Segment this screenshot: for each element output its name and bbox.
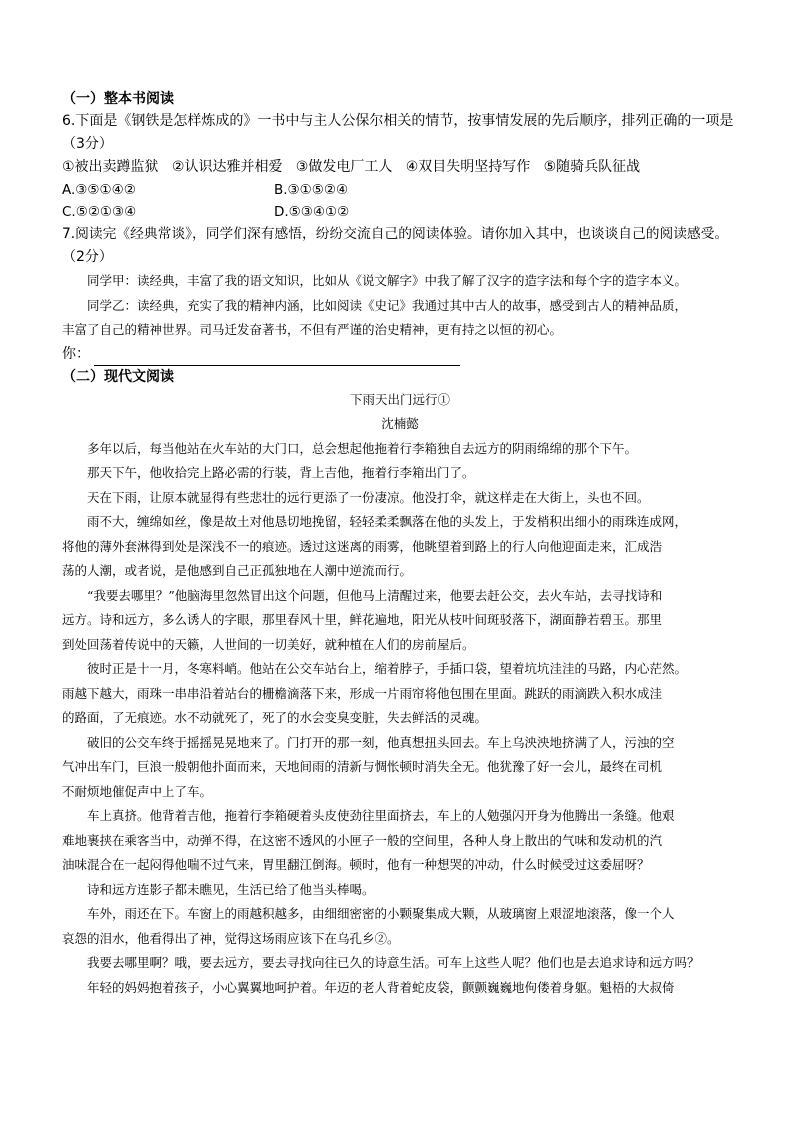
article-line: 年轻的妈妈抱着孩子，小心翼翼地呵护着。年迈的老人背着蛇皮袋，颤颤巍巍地佝偻着身躯。魁梧的大叔倚 <box>87 979 675 995</box>
article-line: 彼时正是十一月，冬寒料峭。他站在公交车站台上，缩着脖子，手插口袋，望着坑坑洼洼的马路，内心茫然。 <box>87 661 688 676</box>
article-line: 不耐烦地催促声中上了车。 <box>62 783 213 799</box>
article-line: 气冲出车门，巨浪一般朝他扑面而来，天地间雨的清新与惆怅顿时消失全无。他犹豫了好一会儿，最终在司机 <box>62 759 663 774</box>
article-line: 诗和远方连影子都未瞧见，生活已给了他当头棒喝。 <box>87 881 375 897</box>
article-line: “我要去哪里？”他脑海里忽然冒出这个问题，但他马上清醒过来，他要去赶公交，去火车站，去寻找诗和 <box>87 587 663 603</box>
q6-options-row1 <box>62 179 738 201</box>
article-line: 到处回荡着传说中的天籁，人世间的一切美好，就种植在人们的房前屋后。 <box>62 636 475 652</box>
q6-items: ①被出卖蹲监狱 ②认识达雅并相爱 ③做发电厂工人 ④双目失明坚持写作 ⑤随骑兵队征战 <box>62 159 641 175</box>
exam-page <box>62 88 738 1000</box>
section1-heading: （一）整本书阅读 <box>62 91 174 107</box>
article-line: 雨不大，缠绵如丝，像是故土对他恳切地挽留，轻轻柔柔飘落在他的头发上，于发梢积出细小的雨珠连成网， <box>87 514 688 529</box>
article-line: 多年以后，每当他站在火车站的大门口，总会想起他拖着行李箱独自去远方的阴雨绵绵的那个下午。 <box>87 440 638 456</box>
q7-student-a: 同学甲：读经典，丰富了我的语文知识，比如从《说文解字》中我了解了汉字的造字法和每个字的造字本义。 <box>87 273 688 288</box>
article-line: 的路面，了无痕迹。水不动就死了，死了的水会变臭变脏，失去鲜活的灵魂。 <box>62 710 488 725</box>
article-title: 下雨天出门远行① <box>349 391 450 407</box>
q6-option-c[interactable]: C.⑤②①③④ <box>62 204 137 220</box>
article-line: 我要去哪里啊？哦，要去远方，要去寻找向往已久的诗意生活。可车上这些人呢？他们也是去追求诗和远方吗？ <box>87 955 700 970</box>
article-line: 破旧的公交车终于摇摇晃晃地来了。门打开的那一刻，他真想扭头回去。车上乌泱泱地挤满了人，污浊的空 <box>87 734 675 750</box>
q7-answer-row <box>62 343 738 366</box>
q6-option-b[interactable]: B.③①⑤②④ <box>274 182 349 198</box>
article-line: 天在下雨，让原本就显得有些悲壮的远行更添了一份凄凉。他没打伞，就这样走在大街上，头也不回。 <box>87 489 650 505</box>
q6-option-d[interactable]: D.⑤③④①② <box>274 204 350 220</box>
q7-answer-blank[interactable] <box>94 351 460 366</box>
article-line: 那天下午，他收拾完上路必需的行装，背上吉他，拖着行李箱出门了。 <box>87 465 475 480</box>
q7-student-b-line1: 同学乙：读经典，充实了我的精神内涵，比如阅读《史记》我通过其中古人的故事，感受到古人的精神品质， <box>87 297 688 313</box>
article-line: 远方。诗和远方，多么诱人的字眼，那里春风十里，鲜花遍地，阳光从枝叶间斑驳落下，湖面静若碧玉。那里 <box>62 612 663 627</box>
q6-options-row2 <box>62 201 738 223</box>
article-body <box>62 437 738 1001</box>
article-line: 荡的人潮，或者说，是他感到自己正孤独地在人潮中逆流而行。 <box>62 563 413 578</box>
article-line: 将他的薄外套淋得到处是深浅不一的痕迹。透过这迷离的雨雾，他眺望着到路上的行人向他迎面走来，汇成浩 <box>62 538 663 554</box>
article-line: 哀怨的泪水，他看得出了神，觉得这场雨应该下在乌孔乡②。 <box>62 930 400 946</box>
section2-heading: （二）现代文阅读 <box>62 368 174 385</box>
article-line: 难地裹挟在乘客当中，动弹不得，在这密不透风的小匣子一般的空间里，各种人身上散出的气味和发动机的汽 <box>62 832 663 848</box>
q7-answer-label: 你： <box>62 345 90 362</box>
q6-option-a[interactable]: A.③⑤①④② <box>62 182 136 198</box>
q7-student-b-line2: 丰富了自己的精神世界。司马迁发奋著书，不但有严谨的治史精神，更有持之以恒的初心。 <box>62 322 563 337</box>
q7-stem-line1: 7.阅读完《经典常谈》，同学们深有感悟，纷纷交流自己的阅读体验。请你加入其中，也谈谈自己的阅读感受。 <box>62 226 729 242</box>
q6-stem-line1: 6.下面是《钢铁是怎样炼成的》一书中与主人公保尔相关的情节，按事情发展的先后顺序，排列正确的一项是 <box>62 113 734 129</box>
q7-stem-line2: （2分） <box>62 249 113 265</box>
article-line: 油味混合在一起闷得他喘不过气来，胃里翻江倒海。顿时，他有一种想哭的冲动，什么时候受过这委屈呀？ <box>62 857 650 872</box>
article-line: 车上真挤。他背着吉他，拖着行李箱硬着头皮使劲往里面挤去，车上的人勉强闪开身为他腾出一条缝。他艰 <box>87 808 675 823</box>
article-author: 沈楠懿 <box>381 416 419 431</box>
q6-stem-line2: （3分） <box>62 136 113 152</box>
article-line: 雨越下越大，雨珠一串串沿着站台的栅檐滴落下来，形成一片雨帘将他包围在里面。跳跃的雨滴跌入积水成洼 <box>62 685 663 701</box>
article-line: 车外，雨还在下。车窗上的雨越积越多，由细细密密的小颗聚集成大颗，从玻璃窗上艰涩地滚落，像一个人 <box>87 906 675 921</box>
